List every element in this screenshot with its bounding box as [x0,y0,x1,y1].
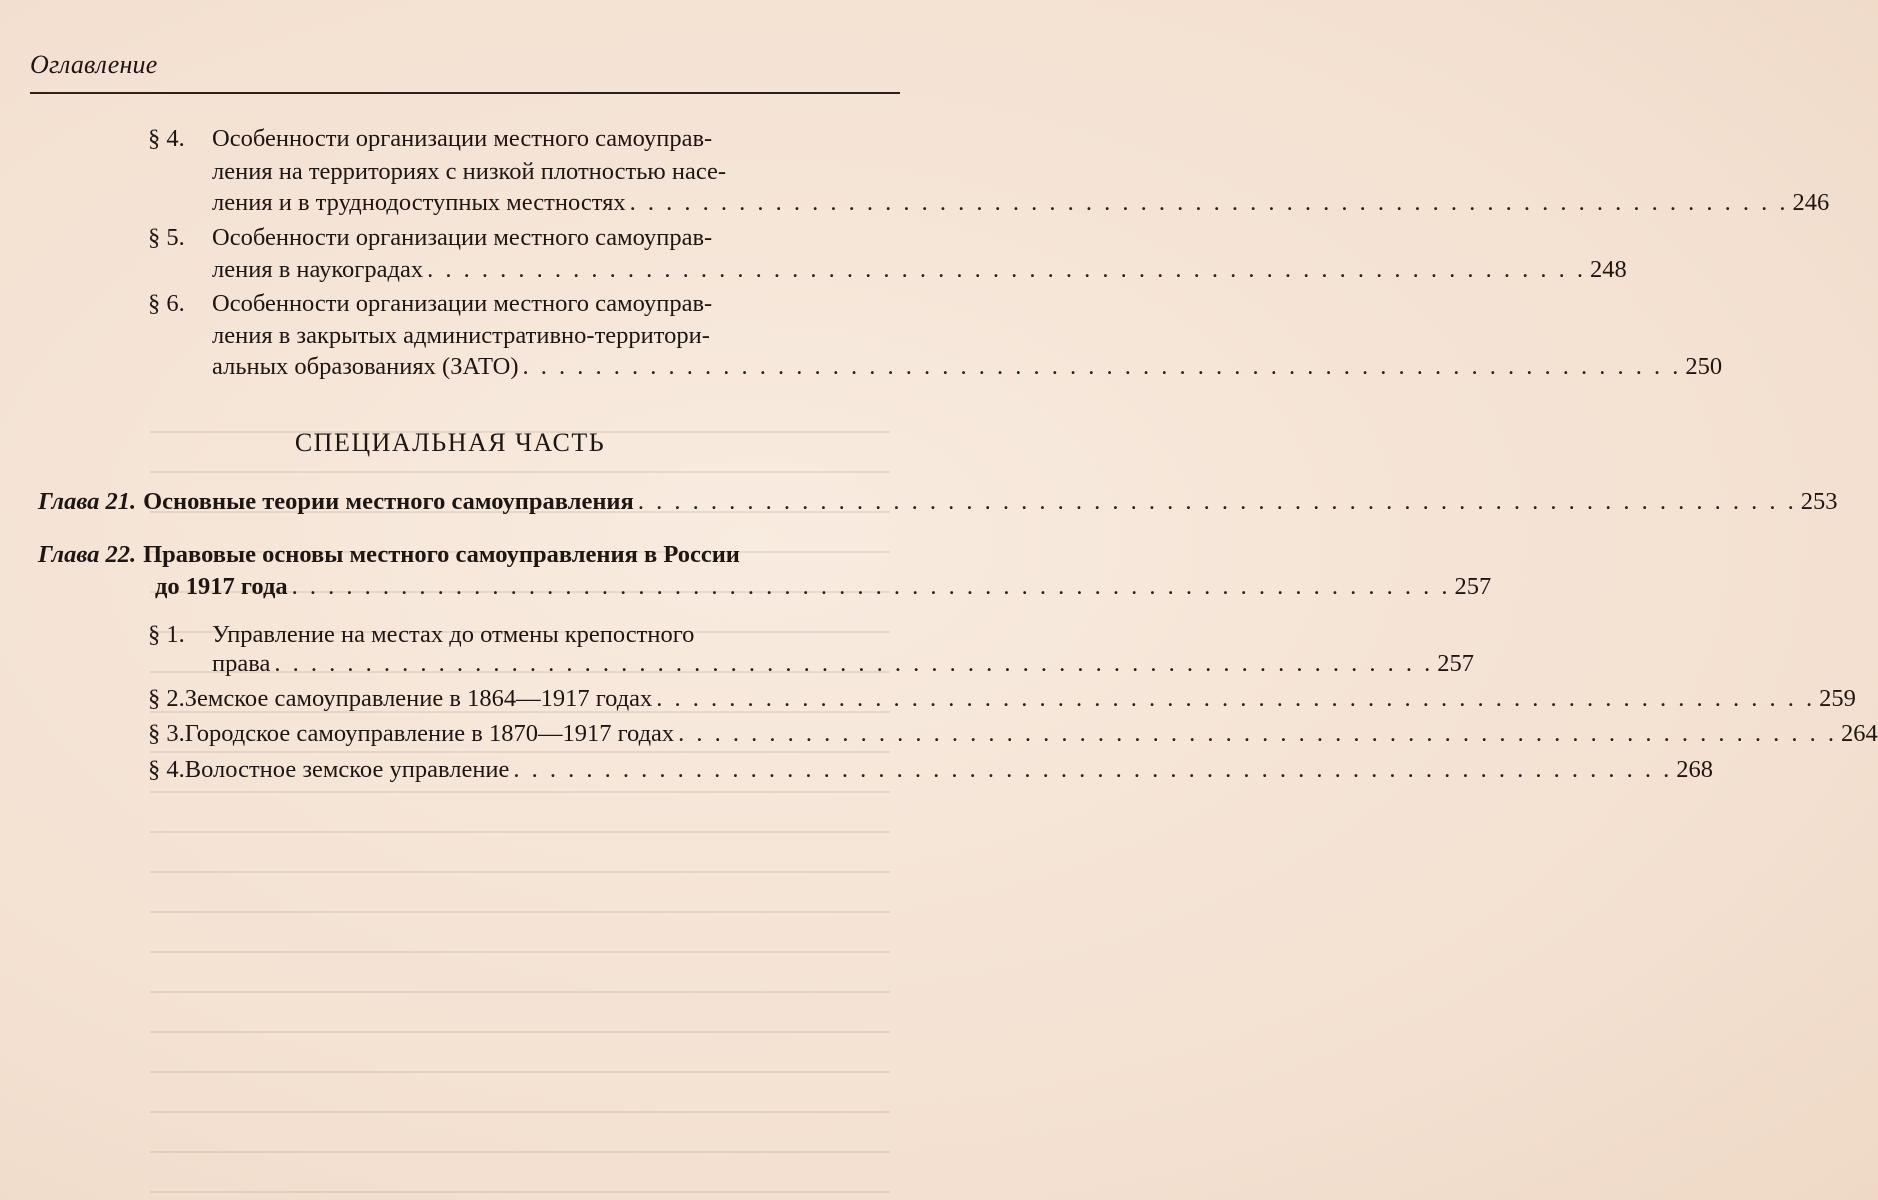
toc-item-ch22-s1-line2[interactable] [212,647,1474,681]
section-heading: СПЕЦИАЛЬНАЯ ЧАСТЬ [294,428,606,457]
chapter-title: Основные теории местного самоуправления [143,488,634,515]
running-header: Оглавление [30,50,158,79]
toc-item-number: § 2. [148,685,185,712]
toc-item-text: Особенности организации местного самоуправ- [212,125,713,152]
toc-item-text: Земское самоуправление в 1864—1917 годах [184,685,653,712]
dot-leader: . . . . . . . . . . . . . . . . . . . . . . . . . . . . . . . . . . . . . . . . . . . . . . . . . . . . . . . . . . . . . . . . [291,573,1451,600]
toc-item-number: § 1. [148,621,185,648]
chapter-title: Правовые основы местного самоуправления в России [143,541,740,568]
toc-item-s4-line2 [212,155,726,189]
toc-item-text: ления в наукоградах [212,256,424,283]
toc-item-s5-line2[interactable] [212,253,1627,287]
toc-item-s4-line1 [148,122,712,156]
toc-chapter-21[interactable] [38,485,1838,519]
toc-item-text: Городское самоуправление в 1870—1917 годах [184,720,675,747]
page-number: 259 [1819,685,1856,712]
toc-item-text: альных образованиях (ЗАТО) [212,353,519,380]
dot-leader: . . . . . . . . . . . . . . . . . . . . . . . . . . . . . . . . . . . . . . . . . . . . . . . . . . . . . . . . . . . . . . . . [678,720,1838,747]
dot-leader: . . . . . . . . . . . . . . . . . . . . . . . . . . . . . . . . . . . . . . . . . . . . . . . . . . . . . . . . . . . . . . . . [629,189,1789,216]
toc-chapter-22-line2[interactable] [155,570,1492,604]
page-number: 257 [1454,573,1492,600]
header-rule [30,92,900,94]
toc-item-s4-line3[interactable] [212,186,1830,220]
chapter-label: Глава 22. [38,541,137,568]
toc-item-number: § 5. [148,224,185,251]
dot-leader: . . . . . . . . . . . . . . . . . . . . . . . . . . . . . . . . . . . . . . . . . . . . . . . . . . . . . . . . . . . . . . . . [274,650,1434,677]
page-number: 264 [1841,720,1878,747]
toc-item-text: Особенности организации местного самоуправ- [212,290,713,317]
dot-leader: . . . . . . . . . . . . . . . . . . . . . . . . . . . . . . . . . . . . . . . . . . . . . . . . . . . . . . . . . . . . . . . . [427,256,1586,283]
chapter-title-continued: до 1917 года [155,573,288,600]
page-number: 250 [1685,353,1723,380]
toc-item-number: § 4. [148,756,185,783]
dot-leader: . . . . . . . . . . . . . . . . . . . . . . . . . . . . . . . . . . . . . . . . . . . . . . . . . . . . . . . . . . . . . . . . [522,353,1682,380]
chapter-label: Глава 21. [38,488,137,515]
toc-item-number: § 4. [148,125,185,152]
toc-item-s6-line3[interactable] [212,350,1723,384]
toc-item-number: § 3. [148,720,185,747]
page-number: 246 [1792,189,1830,216]
toc-item-text: права [212,650,271,677]
toc-item-text: ления и в труднодоступных местностях [212,189,626,216]
toc-item-s6-line2 [212,319,710,353]
toc-item-s5-line1 [148,221,712,255]
toc-item-text: Волостное земское управление [184,756,510,783]
toc-item-text: Управление на местах до отмены крепостного [212,621,695,648]
toc-chapter-22-line1 [38,538,740,572]
dot-leader: . . . . . . . . . . . . . . . . . . . . . . . . . . . . . . . . . . . . . . . . . . . . . . . . . . . . . . . . . . . . . . . . [513,756,1673,783]
page-number: 248 [1589,256,1627,283]
toc-item-text: Особенности организации местного самоуправ- [212,224,713,251]
toc-item-s6-line1 [148,287,712,321]
toc-item-text: ления на территориях с низкой плотностью насе- [212,158,727,185]
toc-item-ch22-s2[interactable] [148,682,1856,716]
page-number: 253 [1800,488,1838,515]
page-number: 268 [1676,756,1714,783]
page-number: 257 [1437,650,1474,677]
toc-item-ch22-s4[interactable] [148,753,1714,787]
toc-item-text: ления в закрытых административно-территори- [212,322,710,349]
dot-leader: . . . . . . . . . . . . . . . . . . . . . . . . . . . . . . . . . . . . . . . . . . . . . . . . . . . . . . . . . . . . . . . . [637,488,1797,515]
toc-item-number: § 6. [148,290,185,317]
toc-item-ch22-s3[interactable] [148,717,1878,751]
dot-leader: . . . . . . . . . . . . . . . . . . . . . . . . . . . . . . . . . . . . . . . . . . . . . . . . . . . . . . . . . . . . . . . . [656,685,1816,712]
